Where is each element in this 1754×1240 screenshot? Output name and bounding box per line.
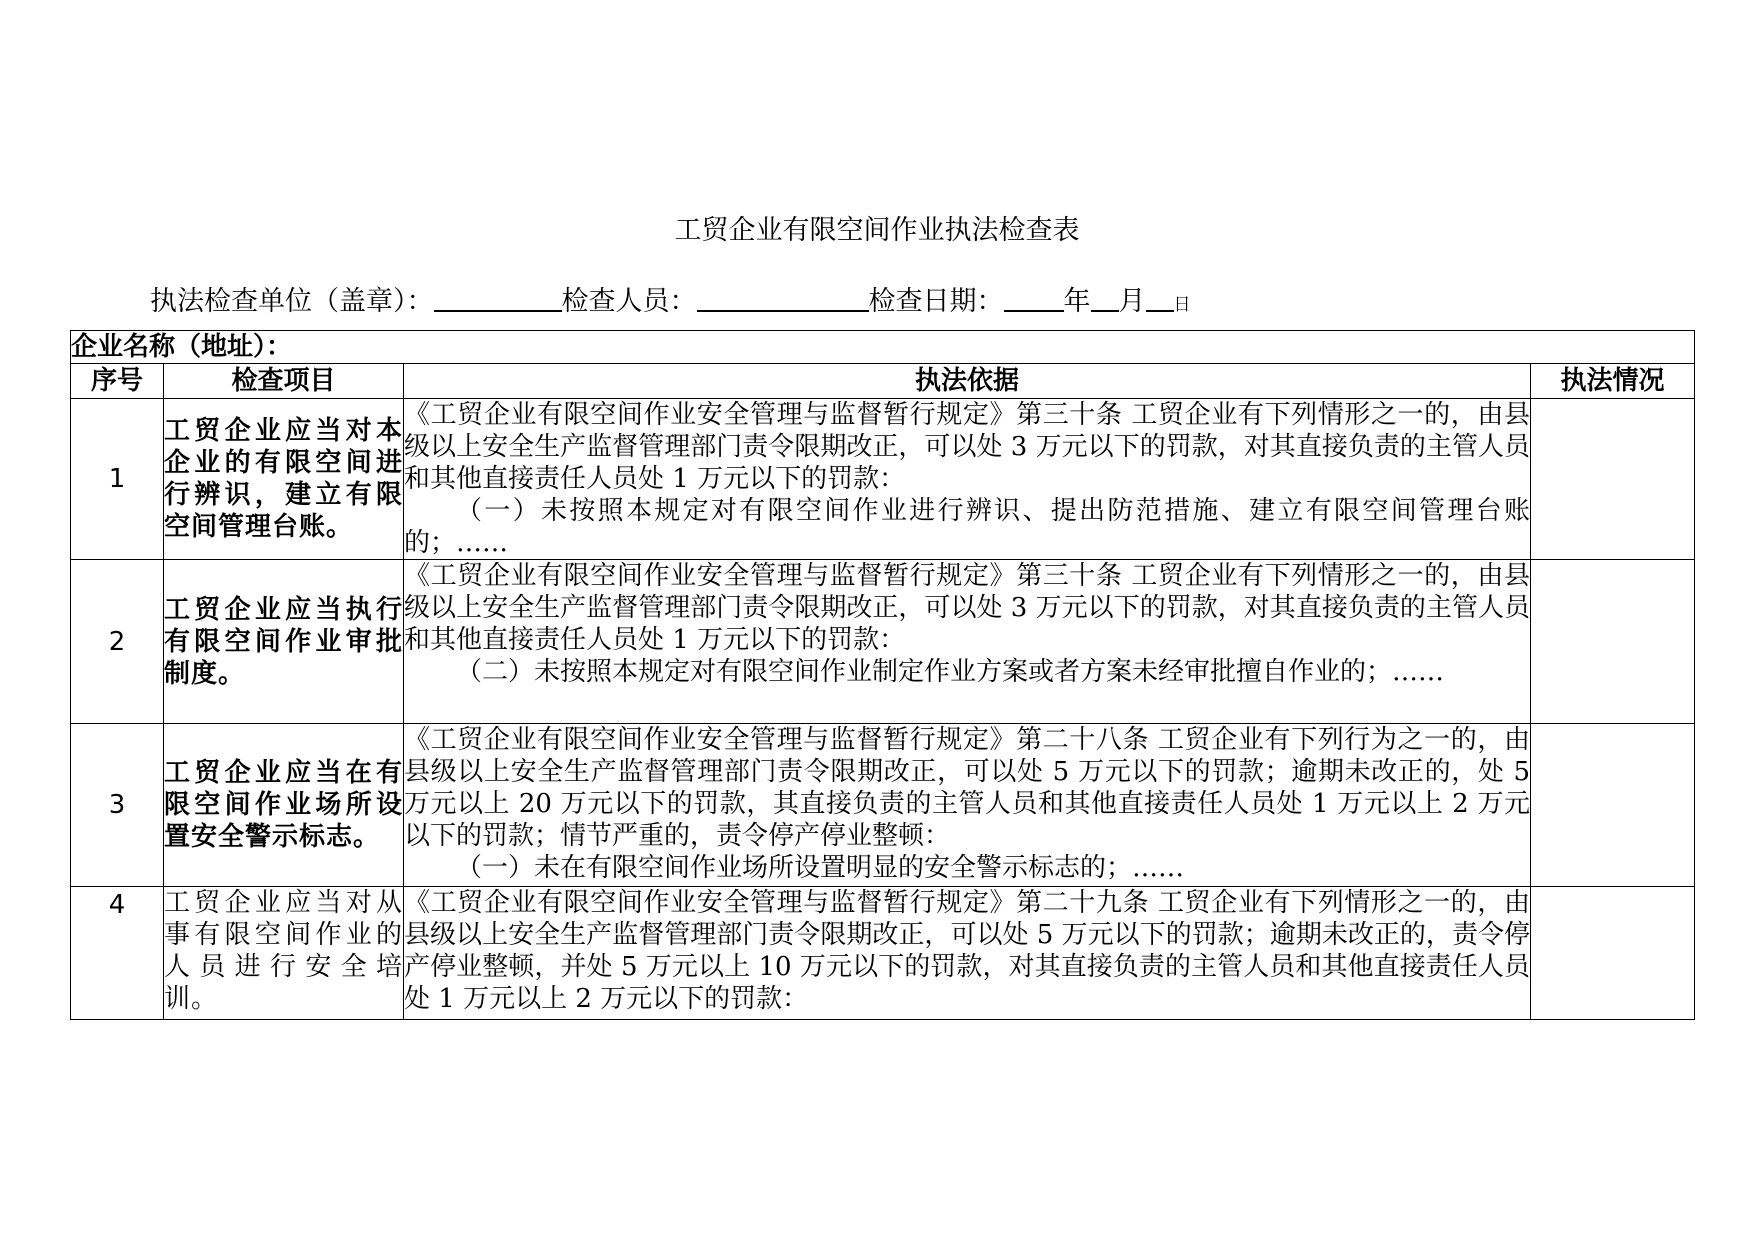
row-item: 工贸企业应当对从事有限空间作业的人员进行安全培训。 [164, 887, 404, 1020]
month-blank[interactable] [1091, 280, 1119, 312]
header-basis: 执法依据 [404, 364, 1531, 399]
month-label: 月 [1118, 286, 1146, 317]
company-label[interactable]: 企业名称（地址）： [71, 331, 1695, 364]
year-label: 年 [1063, 286, 1091, 317]
row-basis-clause: （二）未按照本规定对有限空间作业制定作业方案或者方案未经审批擅自作业的；…… [456, 657, 1445, 687]
inspection-table [70, 330, 1695, 1020]
row-seq: 4 [71, 887, 164, 1020]
row-item: 工贸企业应当对本企业的有限空间进行辨识，建立有限空间管理台账。 [164, 399, 404, 560]
year-blank[interactable] [1004, 280, 1064, 312]
row-seq: 2 [71, 560, 164, 724]
row-status-cell[interactable] [1531, 724, 1695, 887]
row-status-cell[interactable] [1531, 399, 1695, 560]
row-basis [404, 887, 1531, 1020]
day-blank[interactable] [1146, 280, 1174, 312]
row-seq: 3 [71, 724, 164, 887]
company-row [71, 331, 1695, 364]
row-basis-clause: （一）未在有限空间作业场所设置明显的安全警示标志的；…… [456, 853, 1185, 883]
header-status: 执法情况 [1531, 364, 1695, 399]
row-basis-main: 《工贸企业有限空间作业安全管理与监督暂行规定》第三十条 工贸企业有下列情形之一的，由县级以上安全生产监督管理部门责令限期改正，可以处 3 万元以下的罚款，对其直接负责的主管人员和其他直接责任人员处 1 万元以下的罚款： [404, 561, 1530, 655]
table-row [71, 887, 1695, 1020]
table-row [71, 724, 1695, 887]
row-basis-main: 《工贸企业有限空间作业安全管理与监督暂行规定》第二十九条 工贸企业有下列情形之一的，由县级以上安全生产监督管理部门责令限期改正，可以处 5 万元以下的罚款；逾期未改正的，责令停产停业整顿，并处 5 万元以上 10 万元以下的罚款，对其直接负责的主管人员和其他直接责任人员处 1 万元以上 2 万元以下的罚款： [404, 888, 1530, 1014]
header-row [71, 364, 1695, 399]
inspector-label: 检查人员： [561, 286, 697, 317]
row-item: 工贸企业应当在有限空间作业场所设置安全警示标志。 [164, 724, 404, 887]
row-status-cell[interactable] [1531, 560, 1695, 724]
table-row [71, 399, 1695, 560]
row-basis [404, 399, 1531, 560]
row-item: 工贸企业应当执行有限空间作业审批制度。 [164, 560, 404, 724]
inspector-blank[interactable] [697, 280, 869, 312]
unit-label: 执法检查单位（盖章）： [150, 286, 434, 317]
day-label: 日 [1173, 295, 1191, 315]
table-row [71, 560, 1695, 724]
header-item: 检查项目 [164, 364, 404, 399]
row-seq: 1 [71, 399, 164, 560]
row-basis [404, 560, 1531, 724]
row-basis [404, 724, 1531, 887]
date-label: 检查日期： [868, 286, 1004, 317]
row-basis-clause: （一）未按照本规定对有限空间作业进行辨识、提出防范措施、建立有限空间管理台账的；…… [404, 496, 1530, 558]
document-title: 工贸企业有限空间作业执法检查表 [674, 215, 1080, 246]
header-seq: 序号 [71, 364, 164, 399]
row-basis-main: 《工贸企业有限空间作业安全管理与监督暂行规定》第二十八条 工贸企业有下列行为之一的，由县级以上安全生产监督管理部门责令限期改正，可以处 5 万元以下的罚款；逾期未改正的，处 5 万元以上 20 万元以下的罚款，其直接负责的主管人员和其他直接责任人员处 1 万元以上 2 万元以下的罚款；情节严重的，责令停产停业整顿： [404, 725, 1530, 851]
row-status-cell[interactable] [1531, 887, 1695, 1020]
row-basis-main: 《工贸企业有限空间作业安全管理与监督暂行规定》第三十条 工贸企业有下列情形之一的，由县级以上安全生产监督管理部门责令限期改正，可以处 3 万元以下的罚款，对其直接负责的主管人员和其他直接责任人员处 1 万元以下的罚款： [404, 400, 1530, 494]
inspection-meta-line [150, 280, 1650, 320]
unit-blank[interactable] [434, 280, 562, 312]
